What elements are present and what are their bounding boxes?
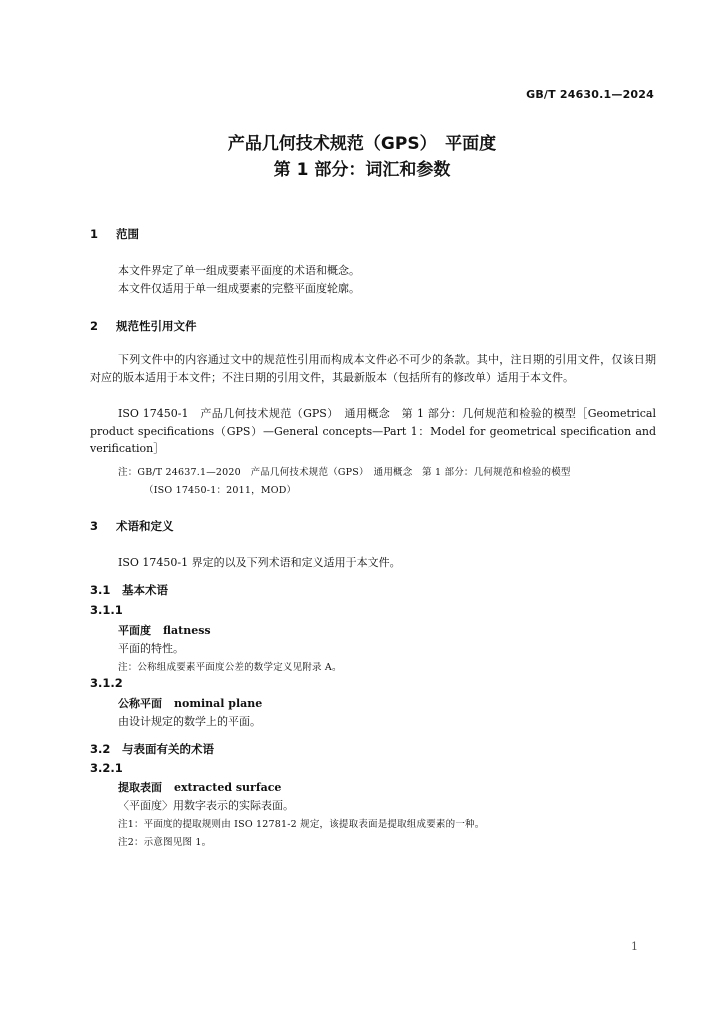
section-heading-scope [90,226,139,242]
term-en: nominal plane [174,697,263,710]
term-entry [118,622,211,638]
section-title: 规范性引用文件 [116,319,197,333]
note: 注：GB/T 24637.1—2020 产品几何技术规范（GPS） 通用概念 第 1 部分：几何规范和检验的模型 [118,467,571,478]
term-zh: 提取表面 [118,781,162,794]
note-continuation: （ISO 17450-1：2011，MOD） [144,485,297,496]
subsection-heading [90,582,168,598]
subsection-heading [90,741,214,757]
section-title: 术语和定义 [116,519,174,533]
term-zh: 平面度 [118,624,151,637]
term-number: 3.1.2 [90,676,123,690]
term-entry [118,779,281,795]
section-number: 1 [90,227,99,241]
subsection-number: 3.1 [90,583,111,597]
paragraph: 本文件界定了单一组成要素平面度的术语和概念。 [118,264,360,277]
subsection-title: 与表面有关的术语 [122,742,214,756]
paragraph: ISO 17450-1 界定的以及下列术语和定义适用于本文件。 [118,556,401,569]
term-en: extracted surface [174,781,282,794]
document-subtitle: 第 1 部分：词汇和参数 [273,160,451,180]
standard-code: GB/T 24630.1—2024 [526,88,654,101]
paragraph: 本文件仅适用于单一组成要素的完整平面度轮廓。 [118,282,360,295]
term-zh: 公称平面 [118,697,162,710]
subsection-title: 基本术语 [122,583,168,597]
term-definition: 平面的特性。 [118,642,184,655]
term-number: 3.2.1 [90,761,123,775]
term-number: 3.1.1 [90,603,123,617]
term-entry [118,695,262,711]
term-en: flatness [163,624,211,637]
subsection-number: 3.2 [90,742,111,756]
section-heading-normative-references [90,318,197,334]
paragraph: 下列文件中的内容通过文中的规范性引用而构成本文件必不可少的条款。其中，注日期的引用文件，仅该日期对应的版本适用于本文件；不注日期的引用文件，其最新版本（包括所有的修改单）适用于本文件。 [90,353,656,384]
page-number: 1 [631,940,638,953]
section-title: 范围 [116,227,139,241]
document-title: 产品几何技术规范（GPS） 平面度 [227,134,497,154]
reference-entry: ISO 17450-1 产品几何技术规范（GPS） 通用概念 第 1 部分：几何规范和检验的模型［Geometrical product specifications（GPS）—General concepts—Part 1：Model for geometrical specification and verification］ [90,407,656,455]
note: 注1：平面度的提取规则由 ISO 12781-2 规定，该提取表面是提取组成要素的一种。 [118,819,485,830]
term-definition: 由设计规定的数学上的平面。 [118,715,261,728]
note: 注2：示意图见图 1。 [118,837,212,848]
section-heading-terms [90,518,174,534]
section-number: 2 [90,319,99,333]
note: 注：公称组成要素平面度公差的数学定义见附录 A。 [118,662,342,673]
section-number: 3 [90,519,99,533]
term-definition: 〈平面度〉用数字表示的实际表面。 [118,799,294,812]
